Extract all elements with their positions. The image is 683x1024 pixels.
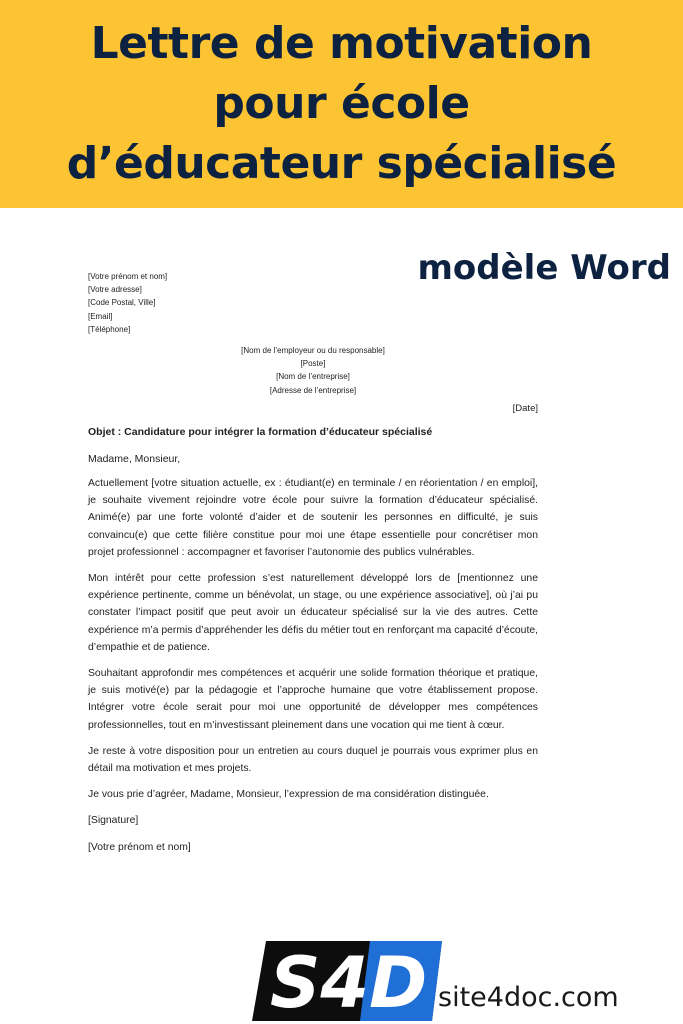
sender-line: [Code Postal, Ville] — [88, 298, 156, 308]
sender-block — [88, 270, 538, 336]
logo-text: S4D — [270, 942, 428, 1021]
title-banner — [0, 0, 683, 208]
title-line-3: d’éducateur spécialisé — [66, 138, 617, 189]
letter-subject: Objet : Candidature pour intégrer la formation d’éducateur spécialisé — [88, 426, 433, 438]
recipient-line: [Nom de l’employeur ou du responsable] — [241, 346, 385, 355]
sender-line: [Votre adresse] — [88, 285, 142, 295]
signer-name: [Votre prénom et nom] — [88, 841, 191, 853]
recipient-line: [Adresse de l’entreprise] — [269, 385, 357, 395]
title-line-2: pour école — [213, 78, 470, 129]
sender-line: [Votre prénom et nom] — [88, 272, 168, 281]
site-url[interactable]: site4doc.com — [438, 982, 619, 1013]
title-line-1: Lettre de motivation — [90, 18, 593, 69]
recipient-line: [Poste] — [300, 359, 326, 369]
letter-date: [Date] — [512, 403, 538, 414]
closing-formula: Je vous prie d’agréer, Madame, Monsieur, l’expression de ma considération distinguée. — [88, 789, 489, 801]
page-title — [0, 14, 683, 194]
paragraph: Je reste à votre disposition pour un entretien au cours duquel je pourrais vous exprimer plus en détail ma motivation et mes projets. — [88, 745, 538, 775]
recipient-block — [88, 344, 538, 397]
site4doc-logo — [246, 935, 442, 1021]
signature: [Signature] — [88, 815, 139, 827]
sender-line: [Téléphone] — [88, 324, 131, 334]
letter-salutation: Madame, Monsieur, — [88, 453, 181, 465]
paragraph: Actuellement [votre situation actuelle, ex : étudiant(e) en terminale / en réorientation / en emploi], je souhaite vivement rejoindre votre école pour suivre la formation d’éducateur spécialisé. Animé(e) par une forte volonté d’aider et de soutenir les personnes en difficulté, je suis convaincu(e) que cette filière constitue pour moi une étape essentielle pour concrétiser mon projet professionnel : accompagner et favoriser l’autonomie des publics vulnérables. — [88, 478, 538, 558]
letter-body — [88, 475, 538, 865]
subtitle: modèle Word — [417, 248, 671, 288]
sender-line: [Email] — [88, 311, 113, 321]
recipient-line: [Nom de l’entreprise] — [276, 372, 350, 382]
paragraph: Mon intérêt pour cette profession s’est naturellement développé lors de [mentionnez une expérience pertinente, comme un bénévolat, un stage, ou une expérience associative], où j’ai pu constater l’impact positif que peut avoir un éducateur spécialisé sur la vie des autres. Cette expérience m’a permis d’appréhender les défis du métier tout en renforçant ma capacité d’écoute, d’empathie et de patience. — [88, 573, 538, 653]
paragraph: Souhaitant approfondir mes compétences et acquérir une solide formation théorique et pratique, je suis motivé(e) par la pédagogie et l’approche humaine que votre établissement propose. Intégrer votre école serait pour moi une opportunité de développer mes compétences professionnelles, tout en m’investissant pleinement dans une vocation qui me tient à cœur. — [88, 668, 538, 731]
closing-block — [88, 786, 538, 856]
